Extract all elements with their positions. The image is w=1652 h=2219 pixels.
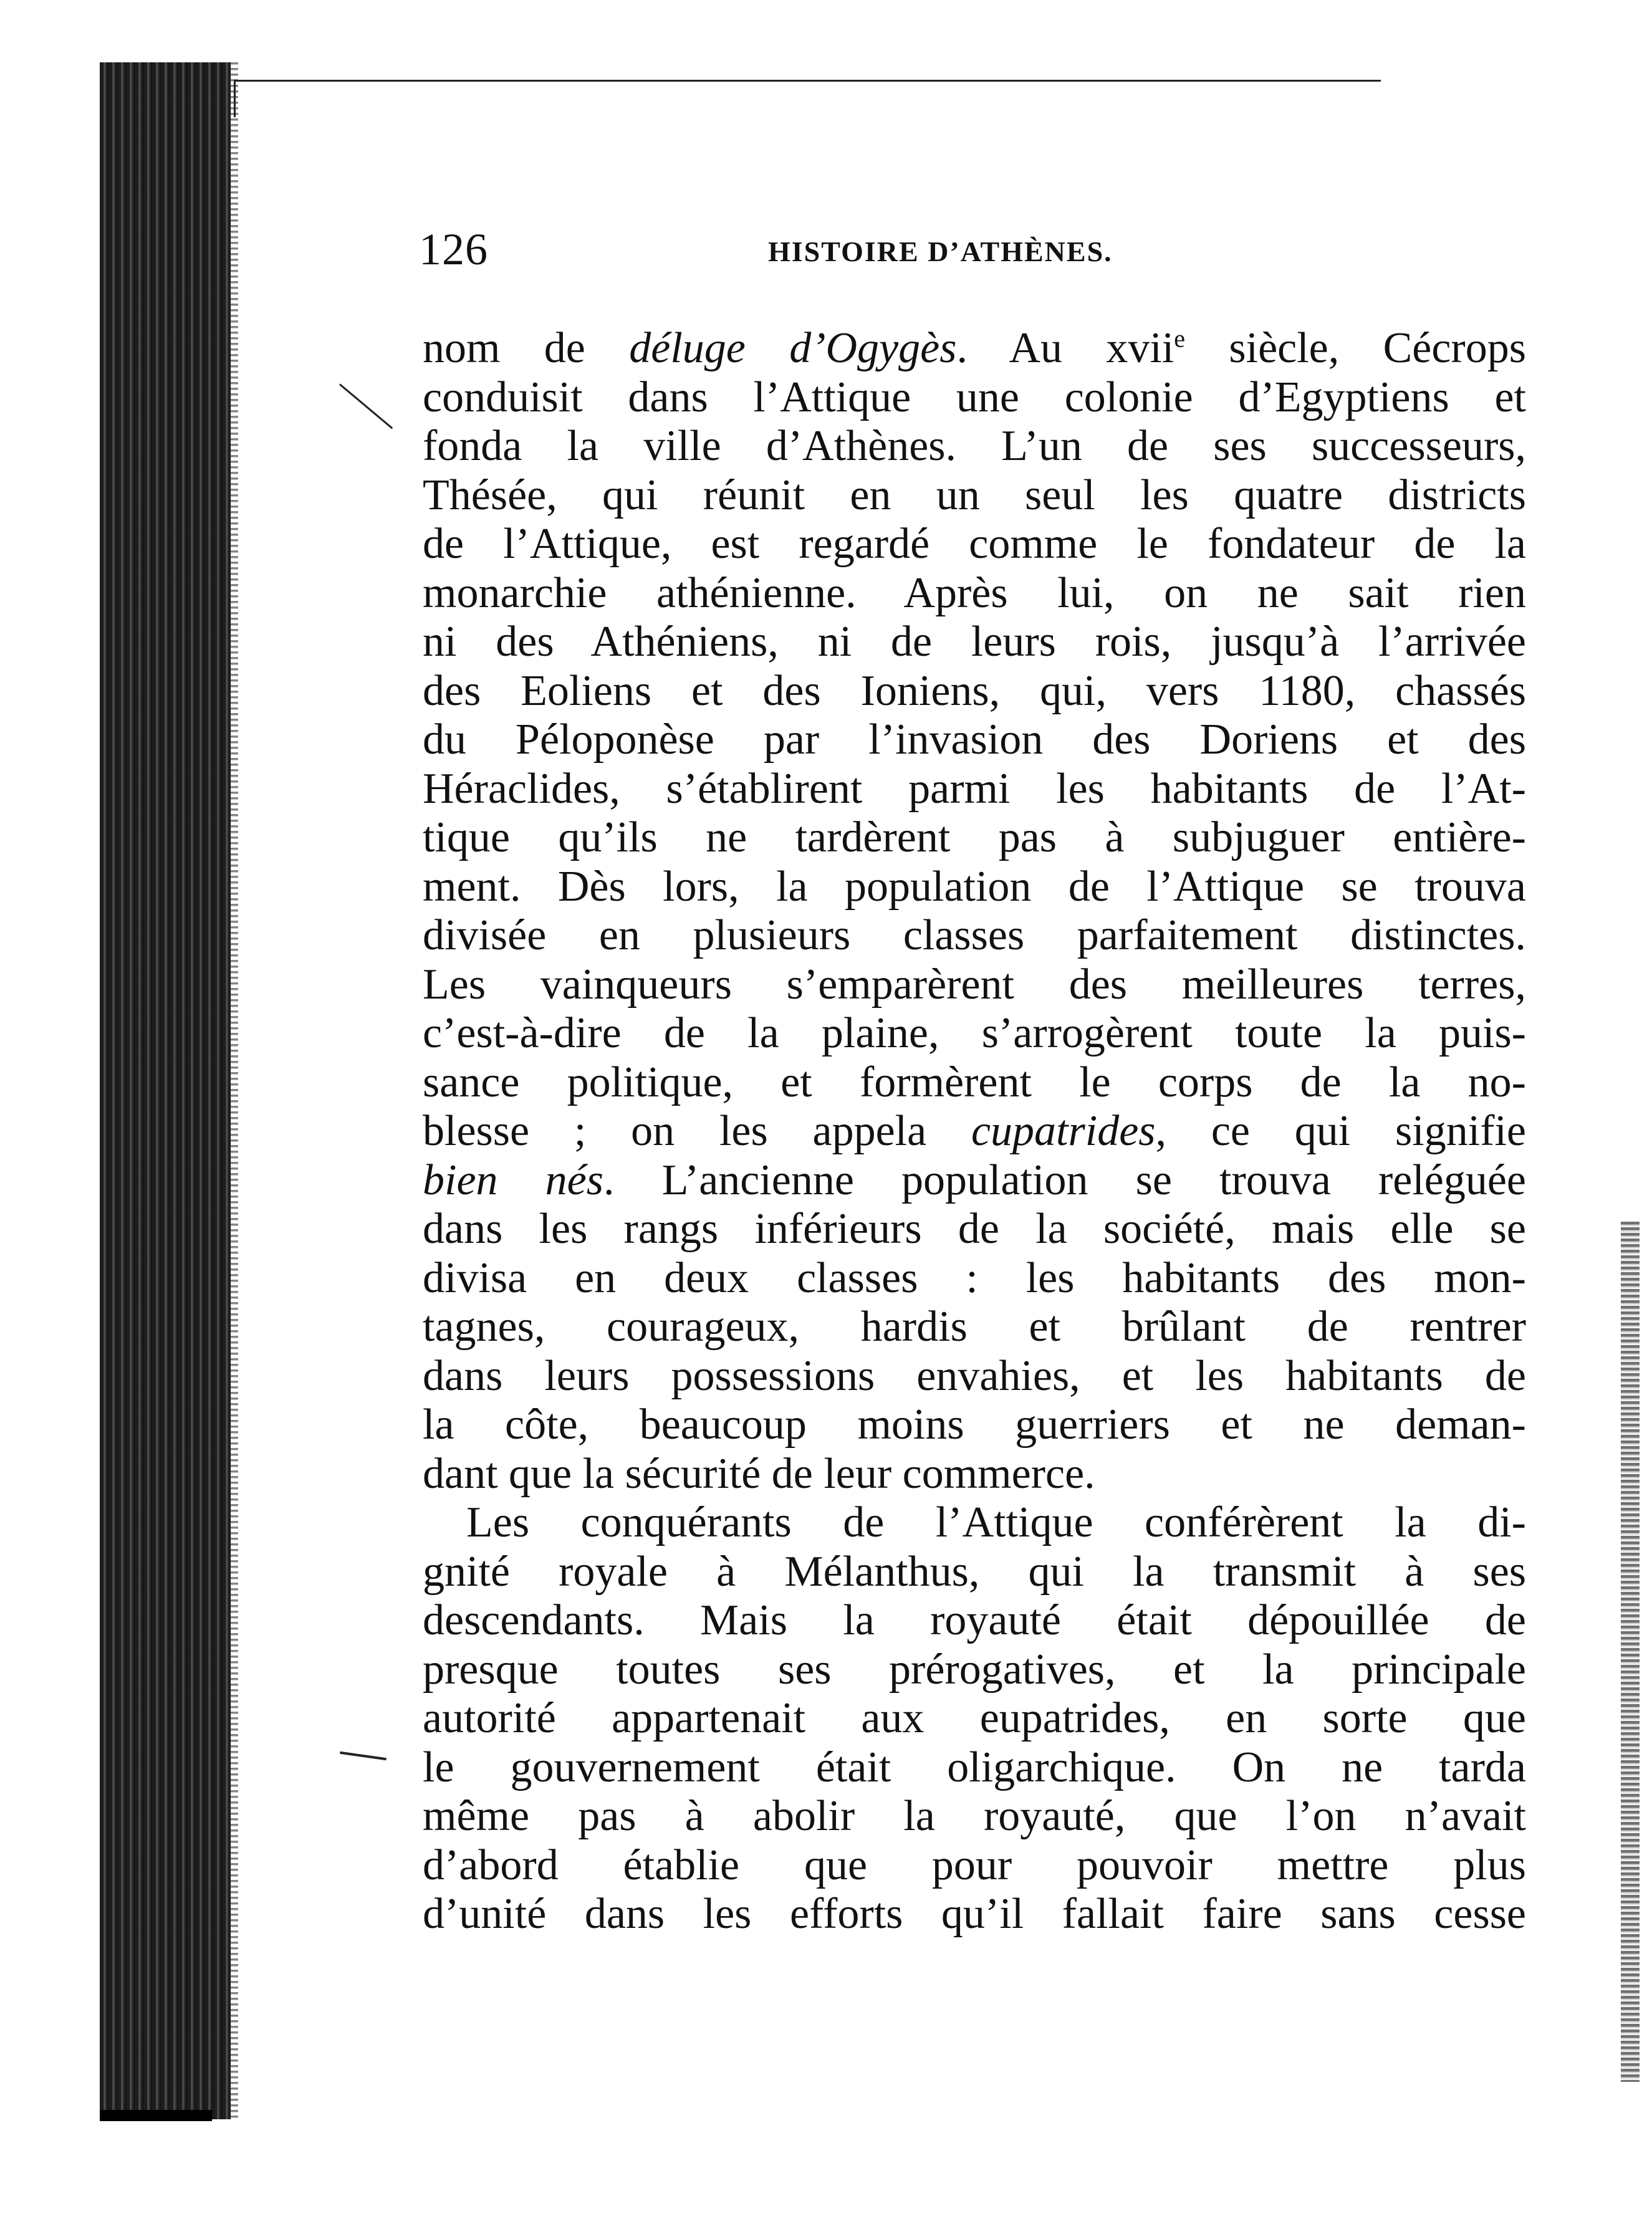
margin-pencil-mark [340,1752,387,1760]
text-line: divisa en deux classes : les habitants des mon- [423,1253,1526,1302]
text-line: monarchie athénienne. Après lui, on ne sait rien [423,568,1526,617]
text-line: autorité appartenait aux eupatrides, en sorte que [423,1694,1526,1742]
text-line: d’abord établie que pour pouvoir mettre plus [423,1841,1526,1889]
text-line: le gouvernement était oligarchique. On ne tarda [423,1743,1526,1791]
text-line: Thésée, qui réunit en un seul les quatre districts [423,471,1526,519]
text-line: descendants. Mais la royauté était dépouillée de [423,1596,1526,1644]
text-line: nom de déluge d’Ogygès. Au xvii$^e$ siècle, Cécrops [423,324,1526,372]
text-line: fonda la ville d’Athènes. L’un de ses successeurs, [423,422,1526,470]
text-line: bien nés. L’ancienne population se trouva reléguée [423,1156,1526,1204]
text-line: c’est-à-dire de la plaine, s’arrogèrent toute la puis- [423,1009,1526,1057]
text-line: ment. Dès lors, la population de l’Attique se trouva [423,862,1526,911]
text-line: ni des Athéniens, ni de leurs rois, jusqu’à l’arrivée [423,618,1526,666]
text-line: dans leurs possessions envahies, et les habitants de [423,1351,1526,1400]
text-line: presque toutes ses prérogatives, et la principale [423,1645,1526,1694]
page-number: 126 [419,224,488,274]
page-border-left [234,80,236,117]
scan-edge-shadow [1621,1222,1640,2082]
text-line: Les vainqueurs s’emparèrent des meilleures terres, [423,960,1526,1009]
text-line: du Péloponèse par l’invasion des Doriens et des [423,716,1526,764]
text-line: gnité royale à Mélanthus, qui la transmit à ses [423,1547,1526,1596]
running-title: HISTOIRE D’ATHÈNES. [768,236,1113,267]
running-head [419,221,1179,277]
text-line: dans les rangs inférieurs de la société, mais elle se [423,1205,1526,1253]
text-line: Héraclides, s’établirent parmi les habitants de l’At- [423,764,1526,813]
margin-pencil-mark [339,383,393,429]
page-border-top [234,80,1381,82]
text-line: conduisit dans l’Attique une colonie d’Egyptiens et [423,373,1526,421]
text-line: des Eoliens et des Ioniens, qui, vers 1180, chassés [423,666,1526,715]
text-line: d’unité dans les efforts qu’il fallait faire sans cesse [423,1890,1526,1938]
text-line: de l’Attique, est regardé comme le fondateur de la [423,520,1526,568]
scan-binding-shadow [100,62,231,2119]
text-line: dant que la sécurité de leur commerce. [423,1449,1095,1498]
text-line: même pas à abolir la royauté, que l’on n’avait [423,1792,1526,1840]
paragraph-2 [423,1498,1526,1939]
scan-binding-foot [100,2110,212,2121]
body-text [423,324,1526,1939]
text-line: sance politique, et formèrent le corps de la no- [423,1058,1526,1106]
text-line: divisée en plusieurs classes parfaitement distinctes. [423,911,1526,959]
text-line: blesse ; on les appela cupatrides, ce qui signifie [423,1107,1526,1155]
paragraph-1 [423,324,1526,1498]
text-line: la côte, beaucoup moins guerriers et ne deman- [423,1401,1526,1449]
text-line: tagnes, courageux, hardis et brûlant de rentrer [423,1303,1526,1351]
text-line: Les conquérants de l’Attique conférèrent la di- [466,1498,1526,1546]
text-line: tique qu’ils ne tardèrent pas à subjuguer entière- [423,813,1526,861]
